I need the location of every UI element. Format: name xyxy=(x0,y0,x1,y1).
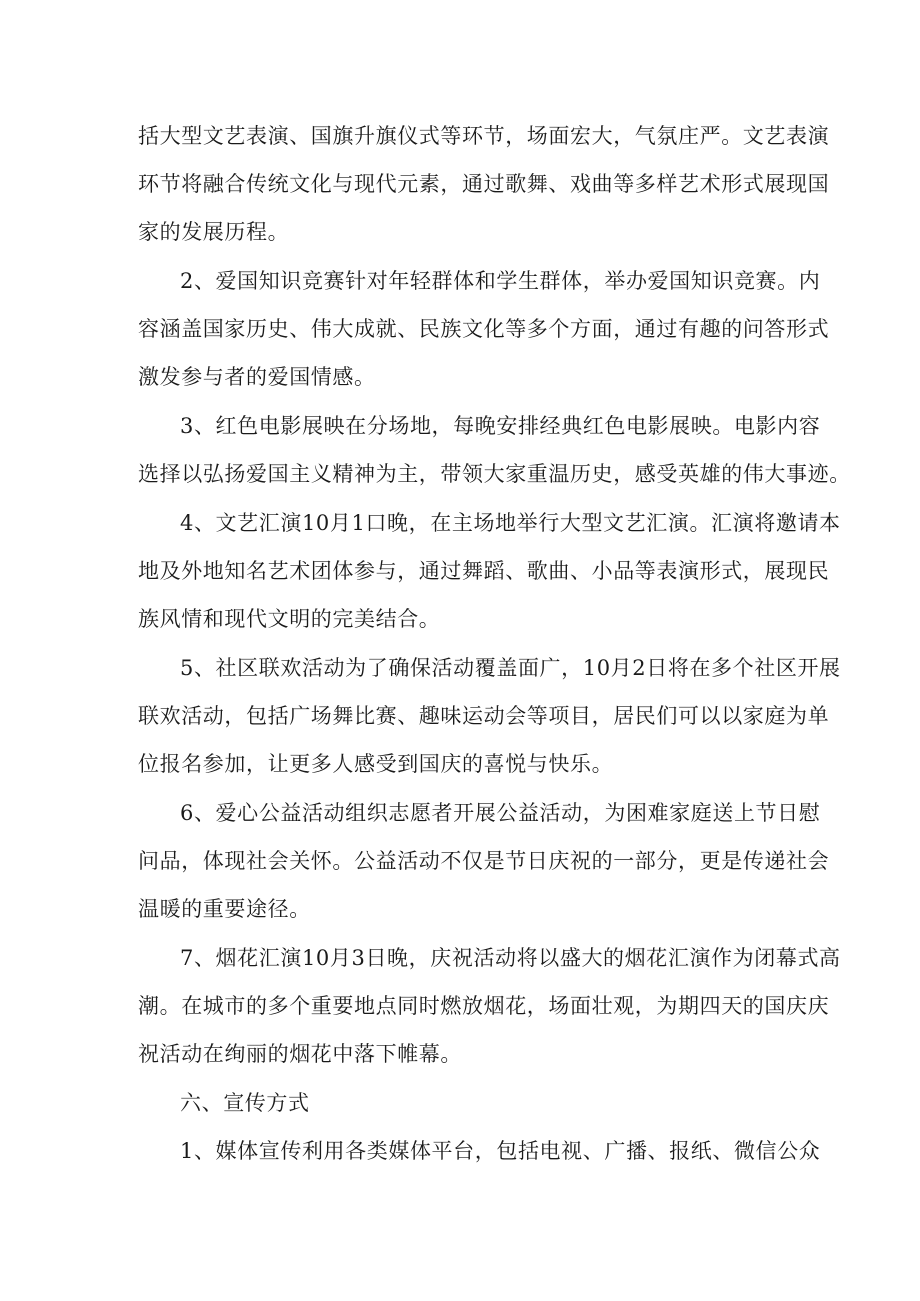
text-line: 激发参与者的爱国情感。 xyxy=(138,365,376,389)
text-line: 问品，体现社会关怀。公益活动不仅是节日庆祝的一部分，更是传递社会 xyxy=(138,849,830,873)
section-heading: 六、宣传方式 xyxy=(180,1091,310,1115)
text-line: 家的发展历程。 xyxy=(138,220,290,244)
paragraph-item-4-line: 4、文艺汇演10月1口晚，在主场地举行大型文艺汇演。汇演将邀请本 xyxy=(180,511,841,535)
text-line: 括大型文艺表演、国旗升旗仪式等环节，场面宏大，气氛庄严。文艺表演 xyxy=(138,124,830,148)
text-line: 选择以弘扬爱国主义精神为主，带领大家重温历史，感受英雄的伟大事迹。 xyxy=(138,462,851,486)
paragraph-item-5-line: 5、社区联欢活动为了确保活动覆盖面广，10月2日将在多个社区开展 xyxy=(180,656,841,680)
text-line: 地及外地知名艺术团体参与，通过舞蹈、歌曲、小品等表演形式，展现民 xyxy=(138,559,830,583)
text-line: 位报名参加，让更多人感受到国庆的喜悦与快乐。 xyxy=(138,752,614,776)
text-line: 环节将融合传统文化与现代元素，通过歌舞、戏曲等多样艺术形式展现国 xyxy=(138,172,830,196)
text-line: 温暖的重要途径。 xyxy=(138,897,311,921)
paragraph-item-7-line: 7、烟花汇演10月3日晚，庆祝活动将以盛大的烟花汇演作为闭幕式高 xyxy=(180,946,841,970)
paragraph-media-line: 1、媒体宣传利用各类媒体平台，包括电视、广播、报纸、微信公众 xyxy=(180,1139,821,1163)
paragraph-item-2-line: 2、爱国知识竞赛针对年轻群体和学生群体，举办爱国知识竞赛。内 xyxy=(180,269,821,293)
paragraph-item-6-line: 6、爱心公益活动组织志愿者开展公益活动，为困难家庭送上节日慰 xyxy=(180,801,821,825)
text-line: 潮。在城市的多个重要地点同时燃放烟花，场面壮观，为期四天的国庆庆 xyxy=(138,994,830,1018)
text-line: 容涵盖国家历史、伟大成就、民族文化等多个方面，通过有趣的问答形式 xyxy=(138,317,830,341)
text-line: 联欢活动，包括广场舞比赛、趣味运动会等项目，居民们可以以家庭为单 xyxy=(138,704,830,728)
text-line: 祝活动在绚丽的烟花中落下帷幕。 xyxy=(138,1042,462,1066)
paragraph-item-3-line: 3、红色电影展映在分场地，每晚安排经典红色电影展映。电影内容 xyxy=(180,414,821,438)
text-line: 族风情和现代文明的完美结合。 xyxy=(138,607,441,631)
